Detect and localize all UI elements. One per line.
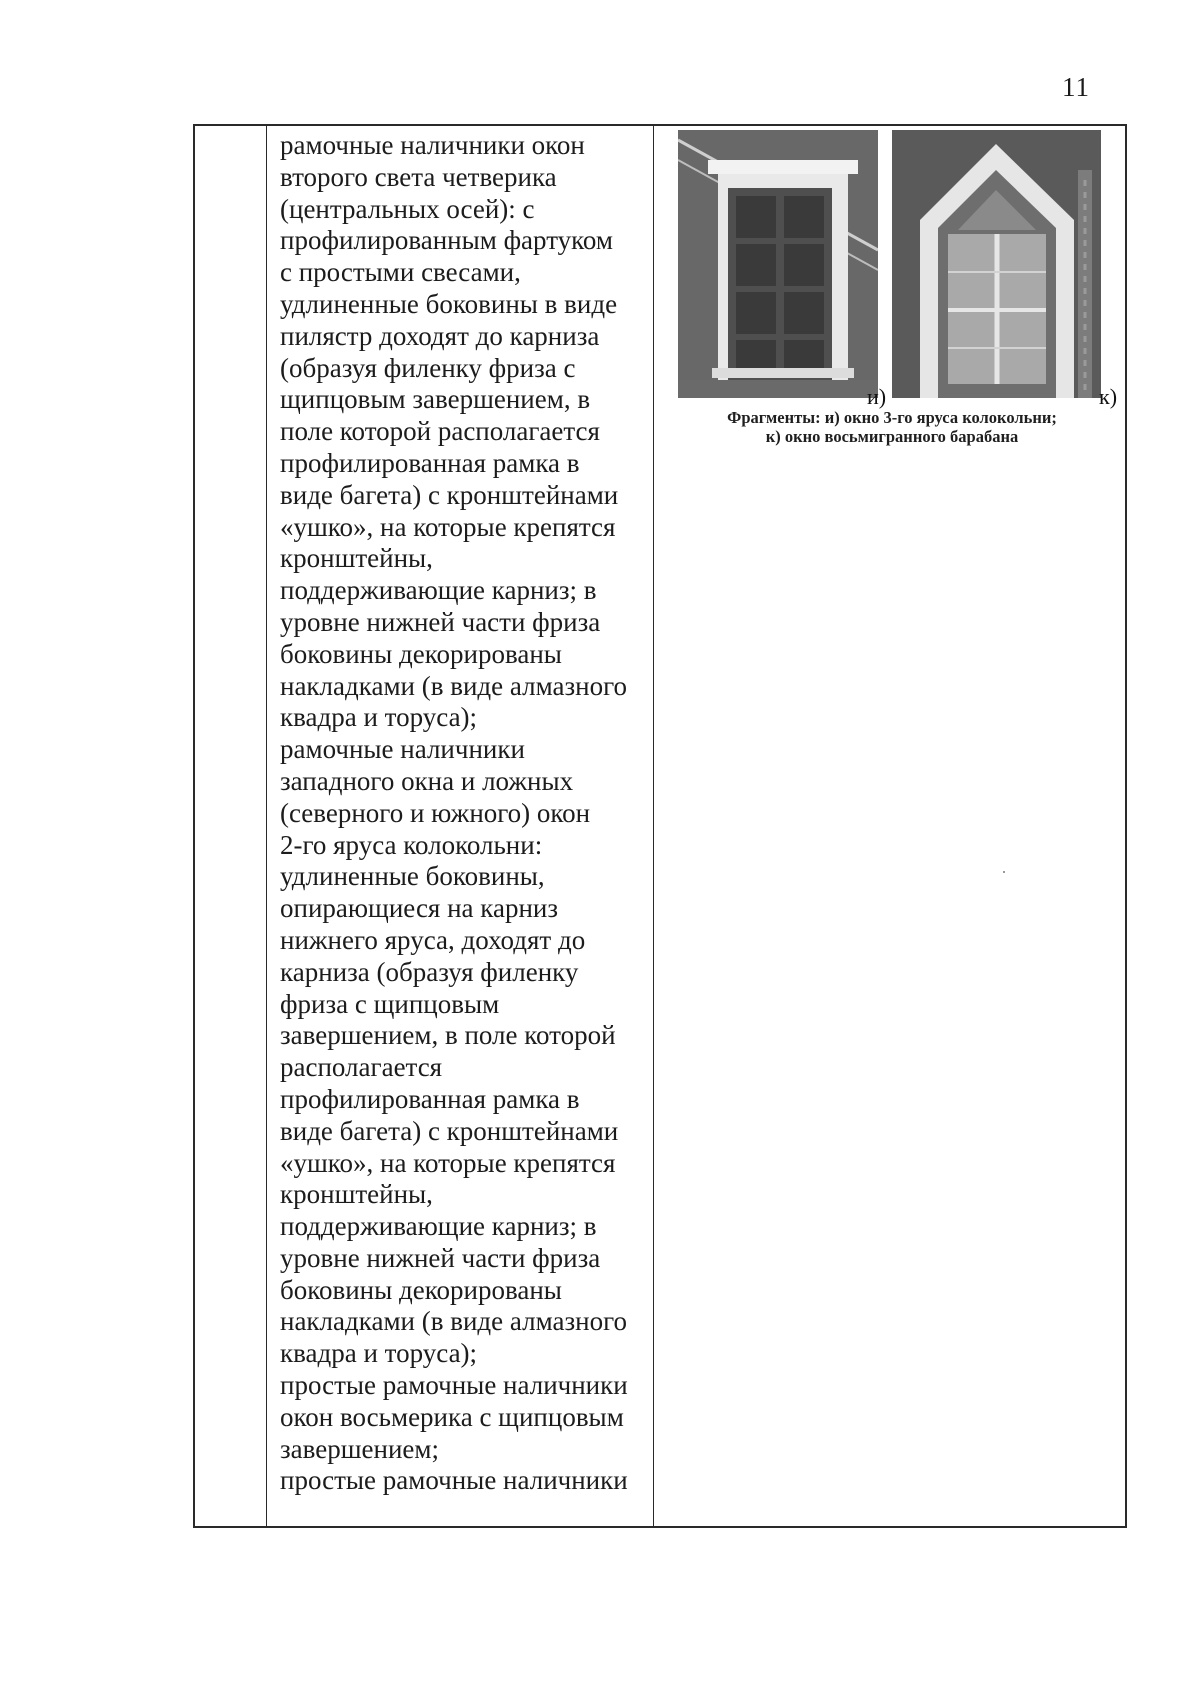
column-divider-2 bbox=[653, 126, 654, 1526]
photo-bell-tower-window bbox=[678, 130, 878, 398]
page-number: 11 bbox=[1062, 72, 1090, 102]
photo-label-right: к) bbox=[1099, 384, 1118, 409]
document-table bbox=[193, 124, 1127, 1528]
description-text: рамочные наличники окон второго света четверика (центральных осей): с профилированным фартуком с простыми свесами, удлиненные боковины в виде пилястр доходят до карниза (образуя филенку фриза с щипцовым завершением, в поле которой располагается профилированная рамка в виде багета) с кронштейнами «ушко», на которые крепятся кронштейны, поддерживающие карниз; в уровне нижней части фриза боковины декорированы накладками (в виде алмазного квадра и торуса); рамочные наличники западного окна и ложных (северного и южного) окон 2-го яруса колокольни: удлиненные боковины, опирающиеся на карниз нижнего яруса, доходят до карниза (образуя филенку фриза с щипцовым завершением, в поле которой располагается профилированная рамка в виде багета) с кронштейнами «ушко», на которые крепятся кронштейны, поддерживающие карниз; в уровне нижней части фриза боковины декорированы накладками (в виде алмазного квадра и торуса); простые рамочные наличники окон восьмерика с щипцовым завершением; простые рамочные наличники bbox=[280, 130, 628, 1496]
scan-speck bbox=[1003, 871, 1005, 873]
column-divider-1 bbox=[266, 126, 267, 1526]
photo-label-left: и) bbox=[867, 384, 887, 409]
photo-caption: Фрагменты: и) окно 3-го яруса колокольни; к) окно восьмигранного барабана bbox=[727, 408, 1057, 446]
photo-drum-window bbox=[892, 130, 1101, 398]
